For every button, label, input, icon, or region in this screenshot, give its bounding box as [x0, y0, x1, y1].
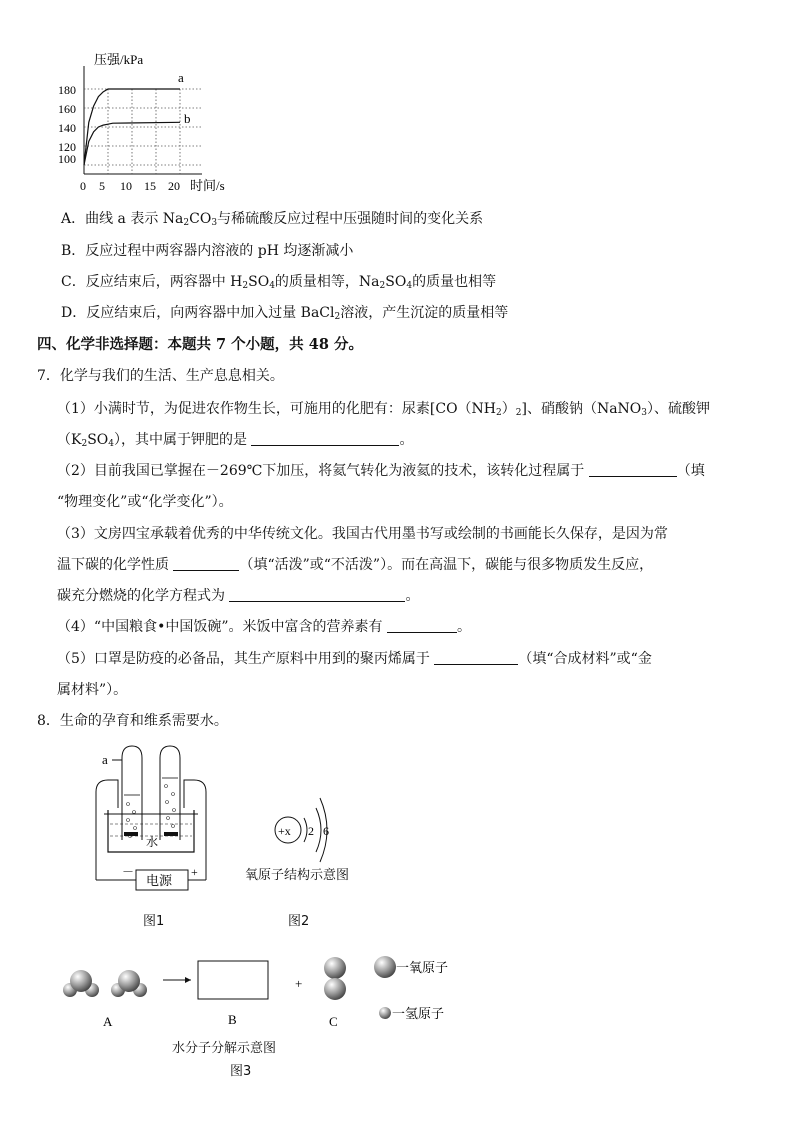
label-B: B: [228, 1012, 237, 1027]
label-C: C: [329, 1014, 338, 1029]
water-molecule-2: [111, 970, 147, 997]
fig3-caption: 图3: [230, 1064, 252, 1079]
x-tick-20: 20: [168, 179, 180, 193]
q6-option-a: A．曲线 a 表示 $Na_2CO_3$与稀硫酸反应过程中压强随时间的变化关系: [61, 211, 484, 228]
q7-part3-line2: 温下碳的化学性质 （填“活泼”或“不活泼”）。而在高温下，碳能与很多物质发生反应，: [57, 557, 654, 573]
q7-part5-line2: 属材料”）。: [57, 682, 128, 698]
power-label: 电源: [146, 873, 173, 888]
answer-blank-5[interactable]: [387, 618, 457, 633]
q7-part5-line1: （5）口罩是防疫的必备品，其生产原料中用到的聚丙烯属于 （填“合成材料”或“金: [57, 651, 652, 667]
series-a-label: a: [178, 70, 184, 85]
section-heading: 四、化学非选择题：本题共 7 个小题，共 48 分。: [37, 336, 363, 353]
fig2-title: 氧原子结构示意图: [245, 868, 350, 883]
label-A: A: [103, 1014, 113, 1029]
legend-oxygen: 一氧原子: [396, 960, 449, 975]
answer-blank-2[interactable]: [589, 462, 677, 477]
q7-part3-line1: （3）文房四宝承载着优秀的中华传统文化。我国古代用墨书写或绘制的书画能长久保存，是因为常: [57, 526, 668, 542]
minus-sign: －: [122, 865, 135, 879]
q7-part1-line1: （1）小满时节，为促进农作物生长，可施用的化肥有：尿素$[CO(NH_2)_2]$、硝酸钠（NaNO$_3$）、硫酸钾: [57, 401, 711, 418]
q6-option-d: D．反应结束后，向两容器中加入过量 BaCl$_2$溶液，产生沉淀的质量相等: [61, 305, 509, 322]
water-label: 水: [146, 835, 159, 849]
answer-blank-3[interactable]: [173, 556, 239, 571]
oxygen-atom-figure: [270, 790, 350, 870]
q7-part4: （4）“中国粮食•中国饭碗”。米饭中富含的营养素有 。: [57, 619, 471, 635]
q6-option-b: B．反应过程中两容器内溶液的 pH 均逐渐减小: [61, 243, 354, 259]
x-tick-10: 10: [120, 179, 132, 193]
legend-hydrogen: 一氢原子: [392, 1006, 445, 1021]
y-tick-140: 140: [58, 121, 76, 135]
q7-part1-line2: $(K_2SO_4)$，其中属于钾肥的是 。: [57, 432, 414, 449]
shell-2-electrons: 6: [323, 824, 329, 838]
fig3-title: 水分子分解示意图: [172, 1041, 277, 1056]
q6-option-c: C．反应结束后，两容器中 $H_2SO_4$的质量相等，$Na_2SO_4$的质量也相等: [61, 274, 497, 291]
x-tick-15: 15: [144, 179, 156, 193]
y-tick-180: 180: [58, 83, 76, 97]
fig2-caption: 图2: [288, 914, 310, 929]
y-tick-120: 120: [58, 140, 76, 154]
water-molecule-1: [63, 970, 99, 997]
label-a: a: [102, 752, 108, 767]
y-tick-160: 160: [58, 102, 76, 116]
legend-oxygen-ball: [374, 956, 396, 978]
q8-stem: 8．生命的孕育和维系需要水。: [37, 713, 228, 729]
box-B: [198, 961, 268, 999]
water-decomposition-figure: [55, 950, 475, 1035]
q7-part2-line1: （2）目前我国已掌握在－269℃下加压，将氦气转化为液氦的技术，该转化过程属于 （填: [57, 463, 705, 479]
pressure-time-chart: [50, 38, 250, 198]
series-b-label: b: [184, 111, 191, 126]
q7-part3-line3: 碳充分燃烧的化学方程式为 。: [57, 588, 420, 604]
y-axis-label: 压强/kPa: [94, 52, 144, 67]
plus-sign: +: [191, 865, 198, 879]
grid-lines: [84, 89, 202, 174]
answer-blank-6[interactable]: [434, 650, 518, 665]
electrolysis-figure: [88, 740, 228, 930]
q7-part2-line2: “物理变化”或“化学变化”）。: [57, 494, 233, 510]
oxygen-molecule: [324, 957, 346, 1000]
q7-stem: 7．化学与我们的生活、生产息息相关。: [37, 368, 284, 384]
answer-blank-4[interactable]: [229, 587, 405, 602]
x-tick-0: 0: [80, 179, 86, 193]
plus-sign-fig3: +: [295, 976, 303, 991]
answer-blank-1[interactable]: [251, 431, 399, 446]
shell-1-electrons: 2: [308, 824, 314, 838]
y-tick-100: 100: [58, 152, 76, 166]
x-tick-5: 5: [99, 179, 105, 193]
nucleus-charge: +x: [278, 824, 291, 838]
x-axis-label: 时间/s: [190, 178, 225, 193]
legend-hydrogen-ball: [379, 1007, 391, 1019]
fig1-caption: 图1: [143, 914, 165, 929]
